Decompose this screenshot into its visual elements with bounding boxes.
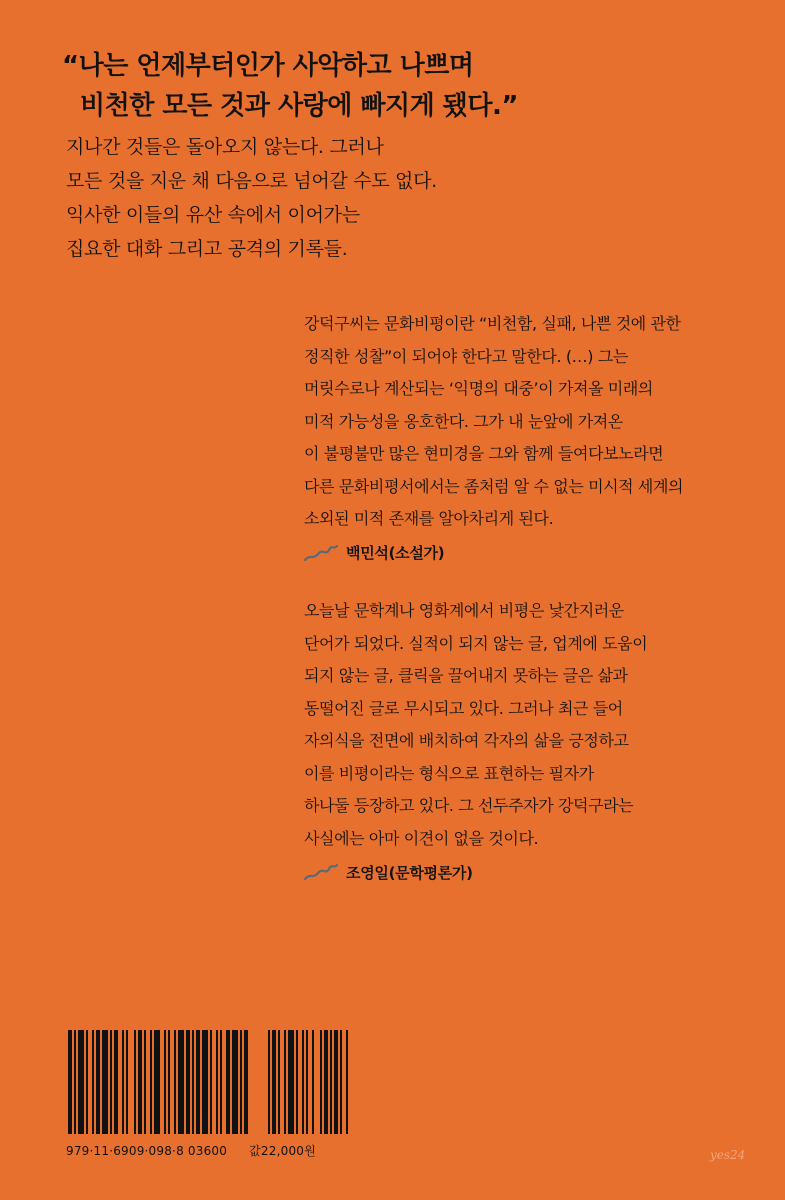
barcode-bar [296,1030,298,1134]
barcode-bar [334,1030,338,1134]
barcode-bar [102,1030,108,1134]
review-author: 조영일(문학평론가) [346,863,473,882]
review-signature [304,538,764,568]
barcode-bar [96,1030,100,1134]
barcode-bar [244,1030,248,1134]
review-line: 소외된 미적 존재를 알아차리게 된다. [304,509,554,528]
barcode-bar [122,1030,124,1134]
barcode-bar [226,1030,230,1134]
barcode-bar [186,1030,190,1134]
review-author: 백민석(소설가) [346,544,445,562]
barcode-bar [202,1030,208,1134]
review-line: 강덕구씨는 문화비평이란 “비천함, 실패, 나쁜 것에 관한 [304,314,681,333]
barcode-bar [312,1030,314,1134]
review-1 [304,308,764,568]
barcode-bar [86,1030,88,1134]
barcode-bar [220,1030,222,1134]
review-text [304,308,764,536]
review-text [304,595,764,855]
intro-line: 모든 것을 지운 채 다음으로 넘어갈 수도 없다. [66,170,437,192]
barcode-bar [268,1030,270,1134]
barcode-bar [330,1030,332,1134]
review-line: 미적 가능성을 옹호한다. 그가 내 눈앞에 가져온 [304,411,623,431]
isbn-barcode [66,1030,366,1158]
signature-squiggle-icon [304,544,338,562]
barcode-caption [66,1142,316,1159]
barcode-bar [114,1030,118,1134]
review-line: 되지 않는 글, 클릭을 끌어내지 못하는 글은 삶과 [304,666,628,685]
barcode-bar [164,1030,166,1134]
barcode-bar [278,1030,280,1134]
barcode-bar [154,1030,160,1134]
quote-line-2: 비천한 모든 것과 사랑에 빠지게 됐다.” [80,91,518,121]
barcode-bar [240,1030,242,1134]
barcode-bar [302,1030,304,1134]
review-line: 이 불평불만 많은 현미경을 그와 함께 들여다보노라면 [304,444,664,463]
isbn-number: 979·11·6909·098·8 03600 [66,1144,228,1158]
barcode-bar [92,1030,94,1134]
intro-line: 집요한 대화 그리고 공격의 기록들. [66,238,348,260]
watermark-logo: yes24 [710,1148,746,1162]
review-line: 하나둘 등장하고 있다. 그 선두주자가 강덕구라는 [304,796,634,815]
intro-line: 지나간 것들은 돌아오지 않는다. 그러나 [66,136,384,158]
barcode-bar [168,1030,170,1134]
barcode-bar [284,1030,286,1134]
barcode-bar [192,1030,194,1134]
intro-paragraph [66,130,437,266]
barcode-bar [320,1030,322,1134]
quote-line-1: “나는 언제부터인가 사악하고 나쁘며 [62,51,474,81]
review-line: 머릿수로나 계산되는 ‘익명의 대중’이 가져올 미래의 [304,379,653,398]
barcode-bar [210,1030,212,1134]
barcode-bar [134,1030,136,1134]
review-line: 다른 문화비평서에서는 좀처럼 알 수 없는 미시적 세계의 [304,476,684,496]
review-2 [304,595,764,887]
review-line: 정직한 성찰”이 되어야 한다고 말한다. (…) 그는 [304,346,628,366]
barcode-bar [340,1030,342,1134]
review-line: 오늘날 문학계나 영화계에서 비평은 낯간지러운 [304,601,624,620]
barcode-bar [144,1030,146,1134]
barcode-bar [150,1030,152,1134]
review-line: 자의식을 전면에 배치하여 각자의 삶을 긍정하고 [304,731,629,750]
barcode-bar [126,1030,128,1134]
barcode-icon [66,1030,366,1138]
barcode-bar [196,1030,200,1134]
review-line: 이를 비평이라는 형식으로 표현하는 필자가 [304,763,594,783]
barcode-bar [232,1030,238,1134]
review-line: 단어가 되었다. 실적이 되지 않는 글, 업계에 도움이 [304,633,648,653]
barcode-bar [110,1030,112,1134]
price: 값22,000원 [249,1144,316,1158]
review-signature [304,857,764,887]
barcode-bar [346,1030,348,1134]
barcode-bar [288,1030,294,1134]
barcode-bar [324,1030,328,1134]
signature-squiggle-icon [304,863,338,881]
barcode-bar [178,1030,184,1134]
barcode-bar [174,1030,176,1134]
barcode-bar [306,1030,308,1134]
intro-line: 익사한 이들의 유산 속에서 이어가는 [66,204,360,226]
headline-quote [62,46,518,126]
barcode-bar [216,1030,218,1134]
review-line: 동떨어진 글로 무시되고 있다. 그러나 최근 들어 [304,698,623,718]
review-line: 사실에는 아마 이견이 없을 것이다. [304,828,539,848]
barcode-bar [138,1030,142,1134]
barcode-bar [68,1030,72,1134]
barcode-bar [272,1030,276,1134]
barcode-bar [78,1030,84,1134]
barcode-bar [74,1030,76,1134]
